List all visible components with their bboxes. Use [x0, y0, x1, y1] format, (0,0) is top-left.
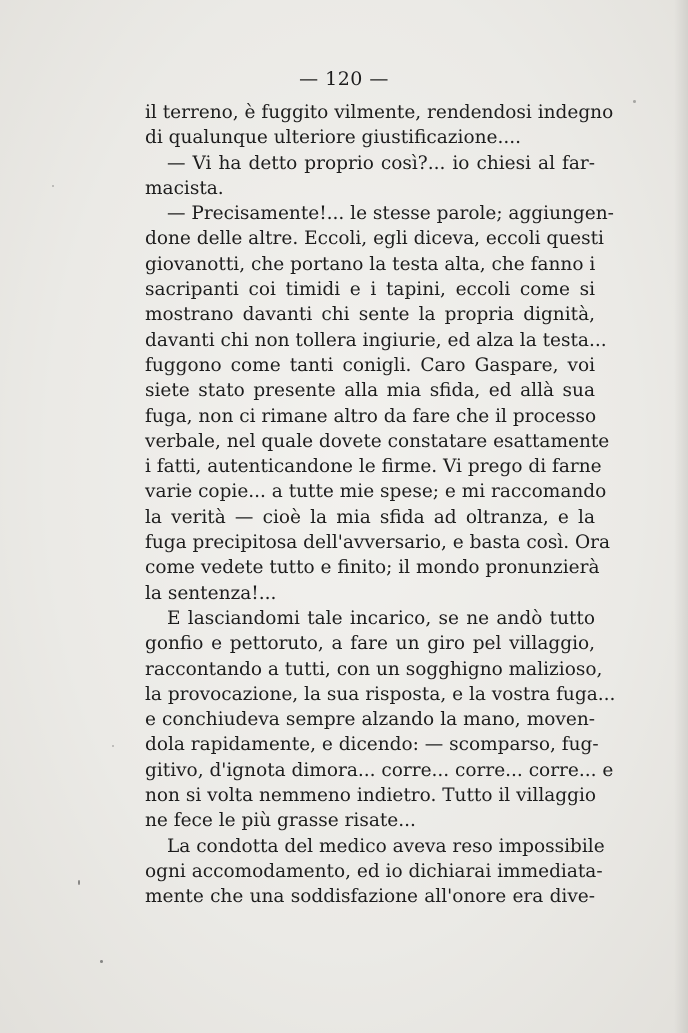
text-line: e conchiudeva sempre alzando la mano, moven- — [145, 709, 595, 731]
text-line: gitivo, d'ignota dimora... corre... corre... corre... e — [145, 759, 614, 781]
text-line: La condotta del medico aveva reso impossibile — [167, 835, 605, 857]
text-line: varie copie... a tutte mie spese; e mi raccomando — [145, 481, 607, 503]
text-line: sacripanti coi timidi e i tapini, eccoli come si — [145, 279, 595, 301]
text-line: mostrano davanti chi sente la propria dignità, — [145, 304, 595, 326]
paper-speck — [100, 960, 103, 963]
text-line: ne fece le più grasse risate... — [145, 810, 416, 832]
text-line: davanti chi non tollera ingiurie, ed alza la testa... — [145, 329, 607, 351]
text-line: la sentenza!... — [145, 582, 277, 604]
text-line: done delle altre. Eccoli, egli diceva, eccoli questi — [145, 228, 604, 250]
paper-speck — [52, 185, 54, 187]
text-line: il terreno, è fuggito vilmente, rendendosi indegno — [145, 102, 614, 123]
text-line: mente che una soddisfazione all'onore era dive- — [145, 886, 595, 908]
text-line: macista. — [145, 177, 224, 199]
paper-speck — [633, 100, 636, 103]
text-line: verbale, nel quale dovete constatare esattamente — [145, 430, 610, 452]
text-line: giovanotti, che portano la testa alta, che fanno i — [145, 253, 596, 275]
text-line: E lasciandomi tale incarico, se ne andò tutto — [167, 607, 595, 629]
text-line: non si volta nemmeno indietro. Tutto il villaggio — [145, 785, 597, 807]
body-text — [145, 100, 616, 910]
text-line: di qualunque ulteriore giustificazione.... — [145, 127, 521, 149]
page-edge-shadow — [674, 0, 688, 1033]
text-line: come vedete tutto e finito; il mondo pronunzierà — [145, 557, 600, 579]
text-line: raccontando a tutti, con un sogghigno malizioso, — [145, 658, 603, 680]
text-line: ogni accomodamento, ed io dichiarai immediata- — [145, 860, 603, 882]
text-line: i fatti, autenticandone le firme. Vi prego di farne — [145, 456, 602, 478]
page-number: — 120 — — [299, 68, 389, 90]
text-line: la provocazione, la sua risposta, e la vostra fuga... — [145, 683, 616, 705]
text-line: fuga precipitosa dell'avversario, e basta così. Ora — [145, 532, 611, 554]
text-line: siete stato presente alla mia sfida, ed allà sua — [145, 380, 595, 402]
paper-speck — [78, 880, 80, 885]
text-line: fuggono come tanti conigli. Caro Gaspare, voi — [145, 354, 595, 376]
text-line: fuga, non ci rimane altro da fare che il processo — [145, 405, 597, 427]
text-line: — Vi ha detto proprio così?... io chiesi al far- — [167, 152, 595, 174]
text-line: gonfio e pettoruto, a fare un giro pel villaggio, — [145, 633, 595, 655]
paper-speck — [112, 745, 114, 747]
text-line: dola rapidamente, e dicendo: — scomparso, fug- — [145, 734, 599, 756]
text-line: — Precisamente!... le stesse parole; aggiungen- — [167, 203, 614, 225]
text-line: la verità — cioè la mia sfida ad oltranza, e la — [145, 506, 595, 528]
